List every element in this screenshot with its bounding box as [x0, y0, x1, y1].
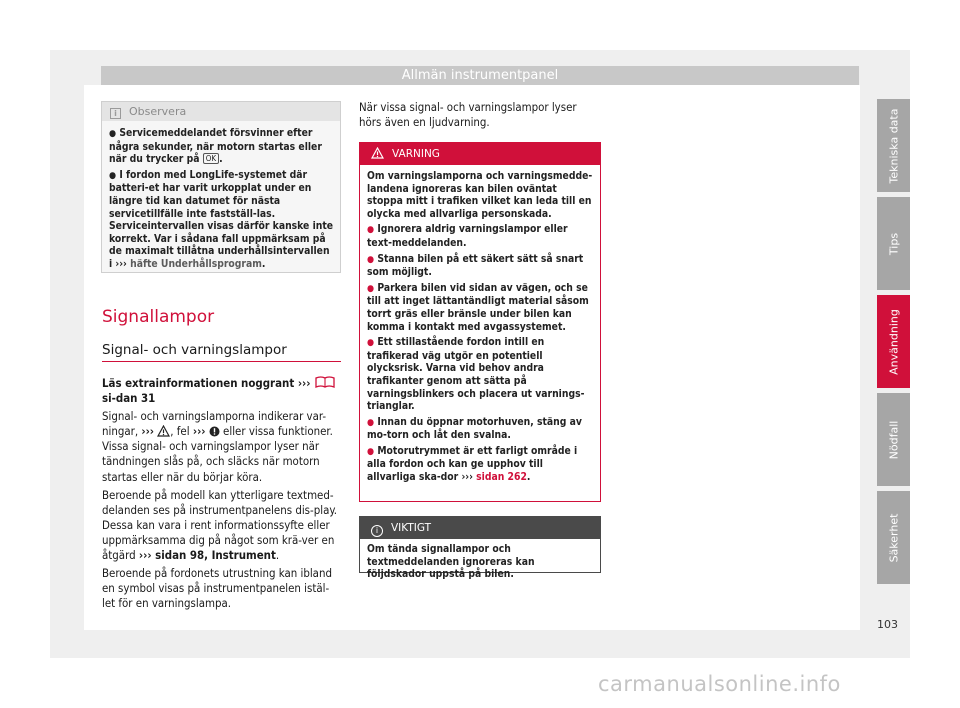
warning-box-header [360, 143, 600, 165]
important-box-header [360, 517, 600, 539]
warning-box-title: VARNING [392, 148, 440, 160]
section-divider [102, 361, 341, 362]
warning-triangle-icon [157, 425, 170, 437]
warning-bullet-text: Stanna bilen på ett säkert sätt så snart som möjligt. [367, 252, 584, 279]
note-box [101, 101, 341, 273]
arrow-icon: ››› [297, 376, 311, 390]
side-tab-tips[interactable] [877, 197, 910, 290]
warning-bullet [367, 253, 594, 279]
paragraph-text-messages [102, 488, 342, 563]
arrow-icon: ››› [115, 257, 127, 270]
note-box-title: Observera [129, 105, 187, 118]
side-tab-tekniska-data[interactable] [877, 99, 910, 192]
note-bullet [109, 127, 334, 166]
reference-link-instrument[interactable] [139, 548, 276, 562]
reference-text: häfte Underhållsprogram [130, 257, 262, 270]
info-icon: i [110, 108, 121, 119]
important-box-text: Om tända signallampor och textmeddelanden ignoreras kan följdskador uppstå på bilen. [367, 543, 535, 581]
bullet-icon: ● [367, 283, 375, 294]
arrow-icon: ››› [141, 424, 155, 439]
bullet-icon: ● [367, 338, 375, 349]
warning-bullet [367, 416, 594, 442]
warning-bullet-text: Ignorera aldrig varningslampor eller text-meddelanden. [367, 223, 568, 249]
warning-triangle-icon [371, 147, 384, 159]
page-number: 103 [877, 618, 898, 631]
bullet-icon: ● [109, 170, 117, 181]
side-tab-sakerhet[interactable] [877, 491, 910, 584]
side-tab-label: Nödfall [887, 420, 900, 459]
paragraph-text-end: . [275, 548, 280, 563]
paragraph-text: Läs extrainformationen noggrant [102, 376, 295, 390]
paragraph-text: Signal- och varningslamporna indikerar var-ningar, [102, 409, 327, 439]
warning-bullet [367, 282, 594, 333]
reference-text: sidan 262 [476, 471, 527, 484]
important-box-title: VIKTIGT [391, 522, 432, 534]
warning-bullet [367, 336, 594, 413]
note-text: I fordon med LongLife-systemet där batteri-et har varit urkopplat under en längre tid kan datumet för nästa servicetillfälle inte fastställ-las. Serviceintervallen visas därför kanske inte korrekt. Var i sådana fall uppmärksam på de maximalt tillåtna underhållsintervallen i [109, 168, 334, 270]
note-box-body [102, 121, 340, 271]
warning-bullet-text: Motorutrymmet är ett farligt område i alla fordon och kan ge upphov till allvarliga ska-dor [367, 444, 578, 484]
arrow-icon: ››› [192, 424, 206, 439]
reference-link-sidan-262[interactable] [461, 471, 526, 483]
side-tab-label: Säkerhet [887, 513, 900, 562]
important-box [359, 516, 601, 581]
arrow-icon: ››› [461, 471, 473, 484]
warning-box-body [360, 165, 600, 484]
bullet-icon: ● [367, 254, 375, 265]
warning-intro: Om varningslamporna och varningsmedde-landena ignoreras kan bilen oväntat stoppa mitt i trafiken vilket kan leda till en olycka med allvarliga personskada. [367, 170, 593, 220]
ok-key-icon: OK [203, 153, 219, 164]
note-text: Servicemeddelandet försvinner efter några sekunder, när motorn startas eller när du trycker på [109, 127, 322, 166]
warning-bullet-text: Innan du öppnar motorhuven, stäng av mo-torn och låt den svalna. [367, 415, 582, 442]
warning-text-end: . [526, 471, 531, 484]
info-circle-icon: i [371, 525, 383, 537]
right-intro-text: När vissa signal- och varningslampor lyser hörs även en ljudvarning. [359, 100, 577, 130]
left-column-text [102, 375, 342, 614]
side-tab-anvandning[interactable] [877, 295, 910, 388]
note-box-header [102, 102, 340, 121]
warning-bullet [367, 445, 594, 484]
bullet-icon: ● [367, 446, 375, 457]
reference-text: sidan 98, Instrument [155, 548, 276, 563]
exclamation-circle-icon [209, 426, 220, 437]
paragraph-text: , fel [170, 424, 190, 439]
note-text-end: . [219, 153, 223, 166]
paragraph-extra-info [102, 375, 342, 406]
watermark: carmanualsonline.info [598, 672, 841, 696]
chapter-header: Allmän instrumentpanel [101, 66, 859, 85]
note-text-end: . [261, 257, 266, 270]
side-tab-label: Tips [887, 232, 900, 255]
warning-bullet [367, 223, 594, 249]
section-subtitle: Signal- och varningslampor [102, 342, 287, 358]
bullet-icon: ● [367, 225, 375, 236]
book-info-icon [314, 375, 336, 389]
warning-bullet-text: Ett stillastående fordon intill en trafikerad väg utgör en potentiell olycksrisk. Varna vid behov andra trafikanter genom att sätta på varningsblinkers och placera ut varnings-trianglar. [367, 336, 585, 413]
section-title: Signallampor [102, 307, 215, 327]
page-link-si-dan-31[interactable]: si-dan 31 [102, 391, 156, 406]
paragraph-text: Beroende på modell kan ytterligare textmed-delanden ses på instrumentpanelens dis-play. Dessa kan vara i rent informationssyfte eller uppmärksamma dig på något som krä-ver en åtgärd [102, 487, 338, 563]
side-tab-nodfall[interactable] [877, 393, 910, 486]
note-bullet [109, 169, 334, 271]
warning-bullet-text: Parkera bilen vid sidan av vägen, och se till att inget lättantändligt material såsom torrt gräs eller bränsle under bilen kan komma i kontakt med avgassystemet. [367, 281, 589, 333]
side-tab-label: Användning [887, 308, 900, 375]
note-reference-link[interactable] [115, 258, 261, 270]
warning-box [359, 142, 601, 502]
arrow-icon: ››› [138, 548, 152, 563]
paragraph-warnings [102, 409, 342, 484]
bullet-icon: ● [109, 129, 117, 139]
side-tab-label: Tekniska data [887, 108, 900, 183]
paragraph-symbol: Beroende på fordonets utrustning kan ibland en symbol visas på instrumentpanelen istäl-let för en varningslampa. [102, 566, 332, 611]
bullet-icon: ● [367, 417, 375, 428]
paragraph-text: eller vissa funktioner. Vissa signal- och varningslampor lyser när tändningen slås på, och släcks när motorn startas eller när du börjar köra. [102, 424, 333, 484]
